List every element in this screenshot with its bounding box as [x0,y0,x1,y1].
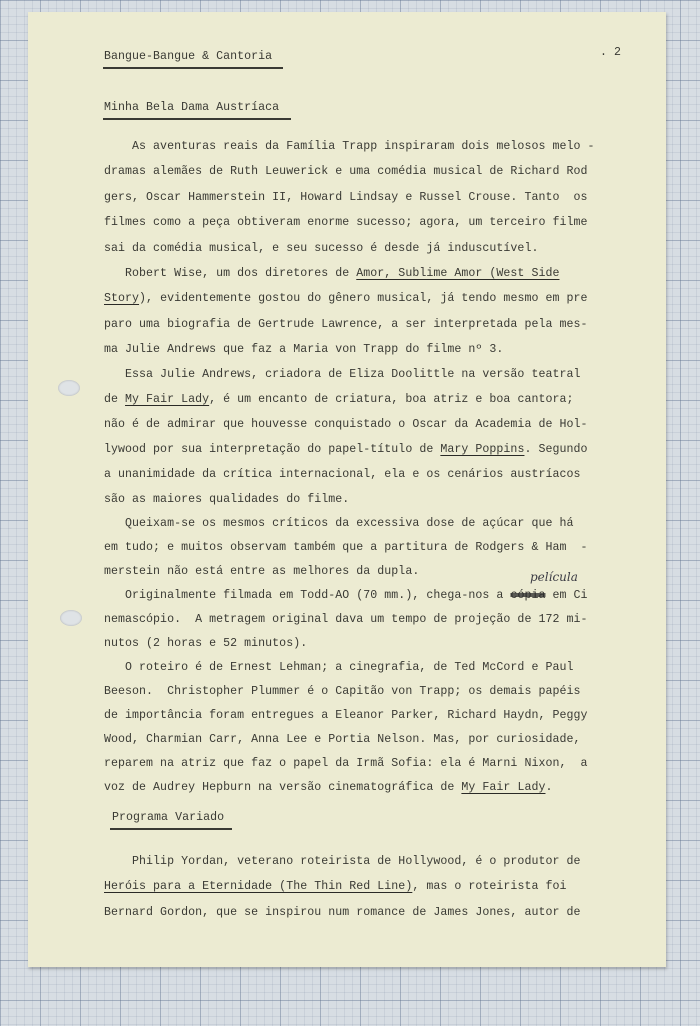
text-line: Essa Julie Andrews, criadora de Eliza Doolittle na versão teatral [104,368,581,381]
text-line: voz de Audrey Hepburn na versão cinematográfica de My Fair Lady. [104,781,553,794]
text-line: merstein não está entre as melhores da dupla. [104,565,420,578]
text-line: paro uma biografia de Gertrude Lawrence, a ser interpretada pela mes- [104,318,588,331]
struck-word: cópia [510,589,546,602]
text-line: são as maiores qualidades do filme. [104,493,350,506]
text-line: lywood por sua interpretação do papel-título de Mary Poppins. Segundo [104,443,588,456]
text-line: gers, Oscar Hammerstein II, Howard Lindsay e Russel Crouse. Tanto os [104,191,588,204]
title-underline [103,67,283,69]
text-line: filmes como a peça obtiveram enorme sucesso; agora, um terceiro filme [104,216,588,229]
punch-hole [58,380,80,396]
text-line: não é de admirar que houvesse conquistado o Oscar da Academia de Hol- [104,418,588,431]
film-title: My Fair Lady [461,781,546,794]
page-number: . 2 [600,46,622,59]
text-line: ma Julie Andrews que faz a Maria von Trapp do filme nº 3. [104,343,504,356]
text-line: Heróis para a Eternidade (The Thin Red Line), mas o roteirista foi [104,880,567,893]
section-heading: Programa Variado [112,811,225,824]
text-line: dramas alemães de Ruth Leuwerick e uma comédia musical de Richard Rod [104,165,588,178]
film-title: Mary Poppins [440,443,525,456]
section-heading: Minha Bela Dama Austríaca [104,101,280,114]
text-line: a unanimidade da crítica internacional, ela e os cenários austríacos [104,468,581,481]
heading-underline [103,118,291,120]
text-line: nutos (2 horas e 52 minutos). [104,637,308,650]
text-line: reparem na atriz que faz o papel da Irmã Sofia: ela é Marni Nixon, a [104,757,588,770]
handwritten-correction: película [530,570,578,584]
film-title: Heróis para a Eternidade (The Thin Red Line) [104,880,413,893]
text-line: sai da comédia musical, e seu sucesso é desde já induscutível. [104,242,539,255]
text-line: Robert Wise, um dos diretores de Amor, Sublime Amor (West Side [104,267,560,280]
text-line: Wood, Charmian Carr, Anna Lee e Portia Nelson. Mas, por curiosidade, [104,733,581,746]
film-title: Amor, Sublime Amor (West Side [356,267,560,280]
running-title: Bangue-Bangue & Cantoria [104,50,273,63]
text-line: Story), evidentemente gostou do gênero musical, já tendo mesmo em pre [104,292,588,305]
text-line: Queixam-se os mesmos críticos da excessiva dose de açúcar que há [104,517,574,530]
film-title: My Fair Lady [125,393,210,406]
text-line: Originalmente filmada em Todd-AO (70 mm.), chega-nos a cópia em Ci [104,589,588,602]
text-line: Bernard Gordon, que se inspirou num romance de James Jones, autor de [104,906,581,919]
text-line: As aventuras reais da Família Trapp inspiraram dois melosos melo - [104,140,595,153]
heading-underline [110,828,232,830]
film-title: Story [104,292,140,305]
text-line: O roteiro é de Ernest Lehman; a cinegrafia, de Ted McCord e Paul [104,661,574,674]
text-line: Beeson. Christopher Plummer é o Capitão von Trapp; os demais papéis [104,685,581,698]
text-line: de My Fair Lady, é um encanto de criatura, boa atriz e boa cantora; [104,393,574,406]
punch-hole [60,610,82,626]
text-line: de importância foram entregues a Eleanor Parker, Richard Haydn, Peggy [104,709,588,722]
text-line: em tudo; e muitos observam também que a partitura de Rodgers & Ham - [104,541,588,554]
text-line: Philip Yordan, veterano roteirista de Hollywood, é o produtor de [104,855,581,868]
text-line: nemascópio. A metragem original dava um tempo de projeção de 172 mi- [104,613,588,626]
